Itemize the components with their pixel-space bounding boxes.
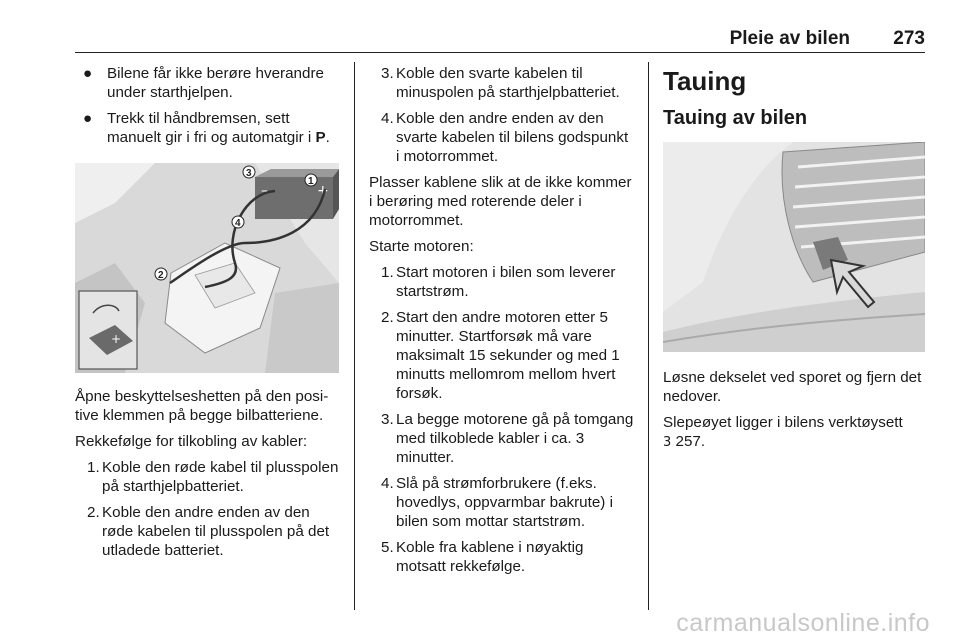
step-number: 5. — [381, 539, 394, 556]
step-text: Start motoren i bilen som leverer startstrøm. — [396, 264, 616, 300]
paragraph: Løsne dekselet ved sporet og fjern det nedover. — [663, 369, 922, 405]
figure-label: 1 — [308, 176, 314, 187]
step-number: 3. — [381, 65, 394, 82]
step-number: 4. — [381, 475, 394, 492]
numbered-step — [75, 458, 343, 496]
paragraph — [663, 413, 927, 452]
step-number: 2. — [87, 504, 100, 521]
step-text: Koble den svarte kabelen til minuspolen på starthjelpbatteriet. — [396, 65, 620, 101]
numbered-step — [369, 263, 635, 301]
step-text: Koble den røde kabel til plusspolen på starthjelpbatteriet. — [102, 459, 339, 495]
paragraph: Plasser kablene slik at de ikke kommer i berøring med roterende deler i motorrommet. — [369, 174, 632, 229]
svg-text:–: – — [261, 183, 268, 199]
step-text: Koble fra kablene i nøyaktig motsatt rekkefølge. — [396, 539, 584, 575]
step-number: 4. — [381, 110, 394, 127]
figure-label: 4 — [235, 218, 241, 229]
figure-caption: Åpne beskyttelseshetten på den positive klemmen på begge bilbatteriene. — [75, 388, 329, 424]
step-text: Koble den andre enden av den svarte kabelen til bilens godspunkt i motorrommet. — [396, 110, 629, 165]
figure-label: 2 — [158, 270, 164, 281]
sequence-intro: Rekkefølge for tilkobling av kabler: — [75, 433, 308, 450]
bullet-tail: . — [325, 129, 330, 146]
step-number: 1. — [87, 459, 100, 476]
step-text: Koble den andre enden av den røde kabelen til plusspolen på det utladede batteriet. — [102, 504, 330, 559]
numbered-step — [369, 109, 635, 166]
page-reference-icon: 3 — [663, 435, 672, 450]
column-2 — [369, 64, 635, 583]
step-text: La begge motorene gå på tomgang med tilkoblede kabler i ca. 3 minutter. — [396, 411, 634, 466]
column-divider-1 — [354, 62, 355, 610]
step-text: Start den andre motoren etter 5 minutter. Startforsøk må vare maksimalt 15 sekunder og med 1 minutts mellomrom mellom hvert forsøk. — [396, 309, 620, 402]
tow-eye-cover-figure — [663, 142, 925, 352]
step-number: 3. — [381, 411, 394, 428]
subsection-heading: Tauing av bilen — [663, 107, 808, 129]
section-title: Pleie av bilen — [729, 28, 850, 49]
column-divider-2 — [648, 62, 649, 610]
step-text: Slå på strømforbrukere (f.eks. hovedlys, oppvarmbar bakrute) i bilen som mottar startstrøm. — [396, 475, 613, 530]
column-3 — [663, 66, 927, 459]
bullet-icon: ● — [83, 110, 93, 127]
numbered-step — [75, 503, 343, 560]
numbered-step — [369, 308, 635, 403]
section-heading: Tauing — [663, 66, 747, 96]
battery-icon — [255, 169, 339, 219]
jump-start-figure — [75, 163, 339, 373]
svg-text:+: + — [317, 183, 329, 199]
watermark: carmanualsonline.info — [676, 609, 930, 637]
bullet-text: Bilene får ikke berøre hverandre under starthjelpen. — [107, 65, 324, 101]
toolkit-text: Slepeøyet ligger i bilens verktøysett — [663, 414, 903, 431]
step-number: 2. — [381, 309, 394, 326]
header-rule — [75, 52, 925, 53]
bullet-icon: ● — [83, 65, 93, 82]
bullet-item — [75, 64, 343, 102]
svg-text:+: + — [111, 332, 122, 346]
step-number: 1. — [381, 264, 394, 281]
start-intro: Starte motoren: — [369, 238, 474, 255]
page-header — [75, 28, 925, 54]
numbered-step — [369, 538, 635, 576]
numbered-step — [369, 64, 635, 102]
bullet-item — [75, 109, 343, 147]
page-number: 273 — [893, 28, 925, 49]
bullet-text: Trekk til håndbremsen, sett manuelt gir i fri og automatgir i — [107, 110, 316, 146]
numbered-step — [369, 474, 635, 531]
figure-label: 3 — [246, 168, 252, 179]
gear-p: P — [315, 129, 326, 146]
page-reference: 257. — [671, 433, 706, 450]
numbered-step — [369, 410, 635, 467]
column-1 — [75, 64, 343, 567]
